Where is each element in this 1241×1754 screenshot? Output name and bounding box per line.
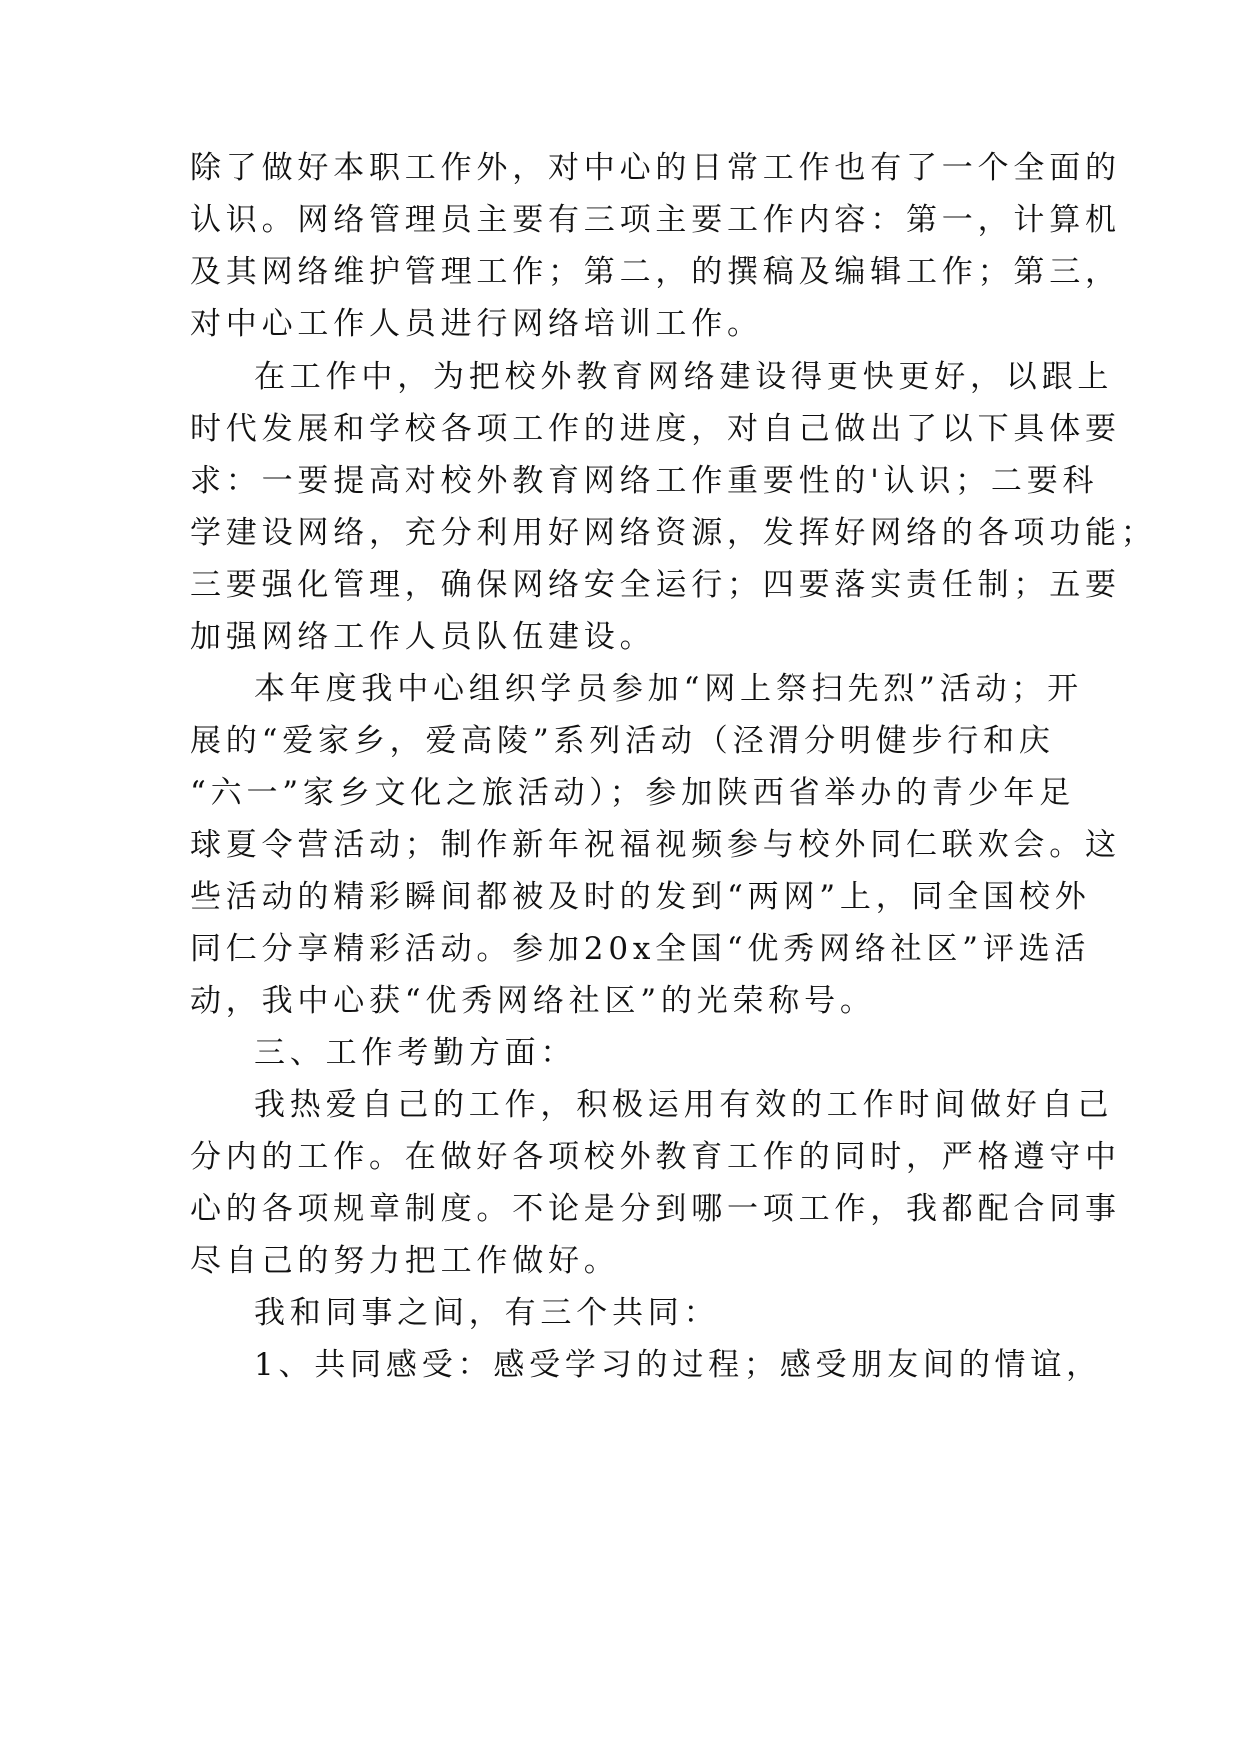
text-line: 三要强化管理，确保网络安全运行；四要落实责任制；五要	[190, 567, 1121, 603]
text-line: 展的“爱家乡，爱高陵”系列活动（泾渭分明健步行和庆	[190, 723, 1055, 759]
text-line: 时代发展和学校各项工作的进度，对自己做出了以下具体要	[190, 411, 1121, 447]
text-line: 心的各项规章制度。不论是分到哪一项工作，我都配合同事	[190, 1191, 1121, 1227]
text-line: “六一”家乡文化之旅活动）；参加陕西省举办的青少年足	[190, 775, 1075, 811]
text-line: 在工作中，为把校外教育网络建设得更快更好，以跟上	[254, 359, 1114, 395]
text-line: 同仁分享精彩活动。参加20x全国“优秀网络社区”评选活	[190, 931, 1091, 967]
text-line: 我热爱自己的工作，积极运用有效的工作时间做好自己	[254, 1087, 1114, 1123]
text-line: 及其网络维护管理工作；第二，的撰稿及编辑工作；第三，	[190, 254, 1121, 290]
text-line: 加强网络工作人员队伍建设。	[190, 619, 656, 655]
text-line: 些活动的精彩瞬间都被及时的发到“两网”上，同全国校外	[190, 879, 1091, 915]
text-line: 对中心工作人员进行网络培训工作。	[190, 306, 763, 342]
text-line: 求：一要提高对校外教育网络工作重要性的'认识；二要科	[190, 463, 1099, 499]
text-line: 学建设网络，充分利用好网络资源，发挥好网络的各项功能；	[190, 515, 1157, 551]
text-line: 尽自己的努力把工作做好。	[190, 1243, 620, 1279]
text-line: 我和同事之间，有三个共同：	[254, 1295, 720, 1331]
text-line: 1、共同感受：感受学习的过程；感受朋友间的情谊，	[254, 1347, 1102, 1383]
text-line: 分内的工作。在做好各项校外教育工作的同时，严格遵守中	[190, 1139, 1121, 1175]
text-line: 认识。网络管理员主要有三项主要工作内容：第一，计算机	[190, 202, 1121, 238]
text-line: 三、工作考勤方面：	[254, 1035, 577, 1071]
text-line: 球夏令营活动；制作新年祝福视频参与校外同仁联欢会。这	[190, 827, 1121, 863]
text-line: 除了做好本职工作外，对中心的日常工作也有了一个全面的	[190, 150, 1121, 186]
text-line: 动，我中心获“优秀网络社区”的光荣称号。	[190, 983, 876, 1019]
text-line: 本年度我中心组织学员参加“网上祭扫先烈”活动；开	[254, 671, 1083, 707]
